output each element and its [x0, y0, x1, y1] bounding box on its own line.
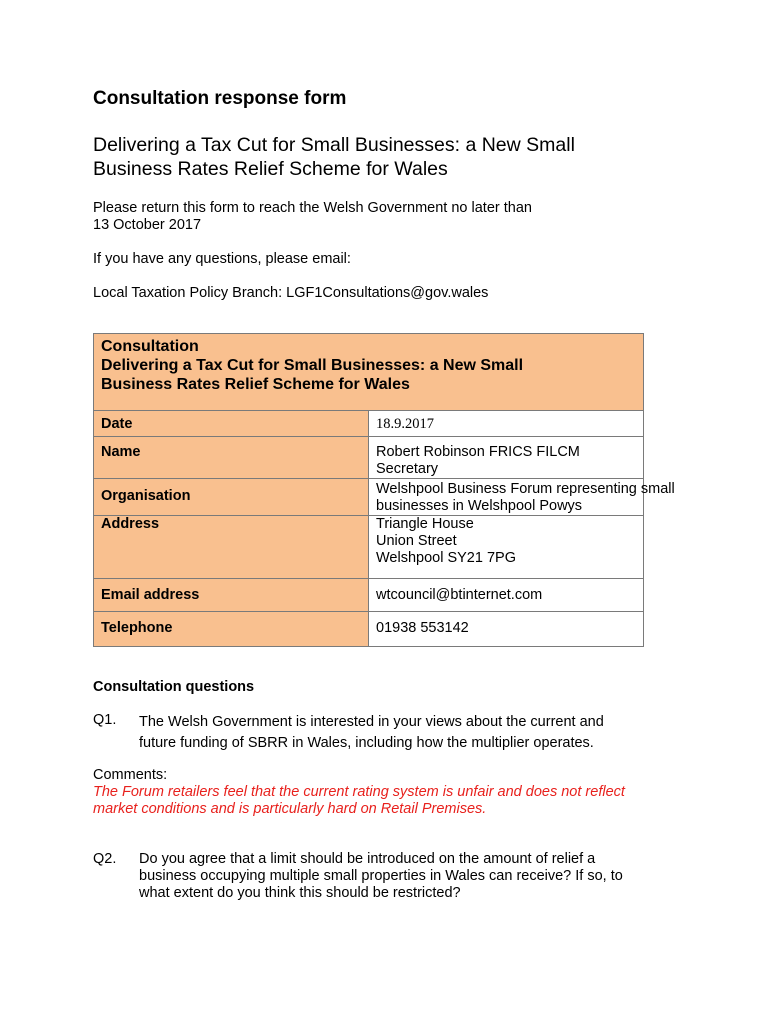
table-header-row: [94, 334, 644, 411]
comments-label: Comments:: [93, 767, 168, 783]
date-label: Date: [94, 411, 369, 437]
address-value[interactable]: [369, 516, 644, 579]
email-label: Email address: [94, 579, 369, 612]
table-row-address: [94, 516, 644, 579]
questions-heading: Consultation questions: [93, 679, 255, 695]
question-1-text: [139, 712, 604, 754]
question-2-text: [139, 851, 623, 902]
question-line: The Welsh Government is interested in your views about the current and: [139, 714, 604, 730]
table-header-cell: [94, 334, 644, 411]
subtitle-line: Delivering a Tax Cut for Small Businesses: a New Small: [93, 134, 575, 156]
consultation-subtitle: [93, 133, 653, 181]
question-line: what extent do you think this should be restricted?: [139, 885, 461, 901]
table-row-date: [94, 411, 644, 437]
questions-paragraph: [93, 251, 351, 268]
organisation-value[interactable]: [369, 479, 675, 516]
table-header-line: Business Rates Relief Scheme for Wales: [101, 376, 410, 393]
name-label: Name: [94, 437, 369, 479]
organisation-label: Organisation: [94, 479, 369, 516]
table-row-email: [94, 579, 644, 612]
comments-response[interactable]: [93, 784, 625, 818]
question-line: business occupying multiple small properties in Wales can receive? If so, to: [139, 868, 623, 884]
table-header-line: Consultation: [101, 338, 199, 355]
organisation-line: businesses in Welshpool Powys: [376, 498, 583, 514]
address-line: Union Street: [376, 533, 457, 549]
comment-line: The Forum retailers feel that the current rating system is unfair and does not reflect: [93, 784, 625, 800]
question-number: Q2.: [93, 851, 117, 867]
email-value[interactable]: wtcouncil@btinternet.com: [369, 579, 644, 612]
address-label: Address: [94, 516, 369, 579]
question-line: Do you agree that a limit should be introduced on the amount of relief a: [139, 851, 596, 867]
table-row-organisation: [94, 479, 644, 516]
comment-line: market conditions and is particularly hard on Retail Premises.: [93, 801, 487, 817]
table-header-line: Delivering a Tax Cut for Small Businesses: a New Small: [101, 357, 524, 374]
question-number: Q1.: [93, 712, 117, 728]
address-line: Triangle House: [376, 516, 474, 532]
address-line: Welshpool SY21 7PG: [376, 550, 516, 566]
name-value[interactable]: Robert Robinson FRICS FILCM Secretary: [369, 437, 644, 479]
return-deadline-paragraph: [93, 200, 532, 234]
paragraph-line: Please return this form to reach the Welsh Government no later than: [93, 200, 532, 216]
contact-paragraph: [93, 285, 488, 302]
telephone-label: Telephone: [94, 612, 369, 647]
respondent-details-table: [93, 333, 675, 647]
question-line: future funding of SBRR in Wales, including how the multiplier operates.: [139, 735, 594, 751]
contact-line: Local Taxation Policy Branch: LGF1Consultations@gov.wales: [93, 285, 489, 301]
telephone-value[interactable]: 01938 553142: [369, 612, 644, 647]
table-row-telephone: [94, 612, 644, 647]
date-value[interactable]: 18.9.2017: [369, 411, 644, 437]
table-row-name: [94, 437, 644, 479]
form-title: Consultation response form: [93, 88, 347, 109]
paragraph-line: If you have any questions, please email:: [93, 251, 351, 267]
organisation-line: Welshpool Business Forum representing small: [376, 481, 675, 497]
paragraph-line: 13 October 2017: [93, 217, 202, 233]
subtitle-line: Business Rates Relief Scheme for Wales: [93, 158, 448, 180]
